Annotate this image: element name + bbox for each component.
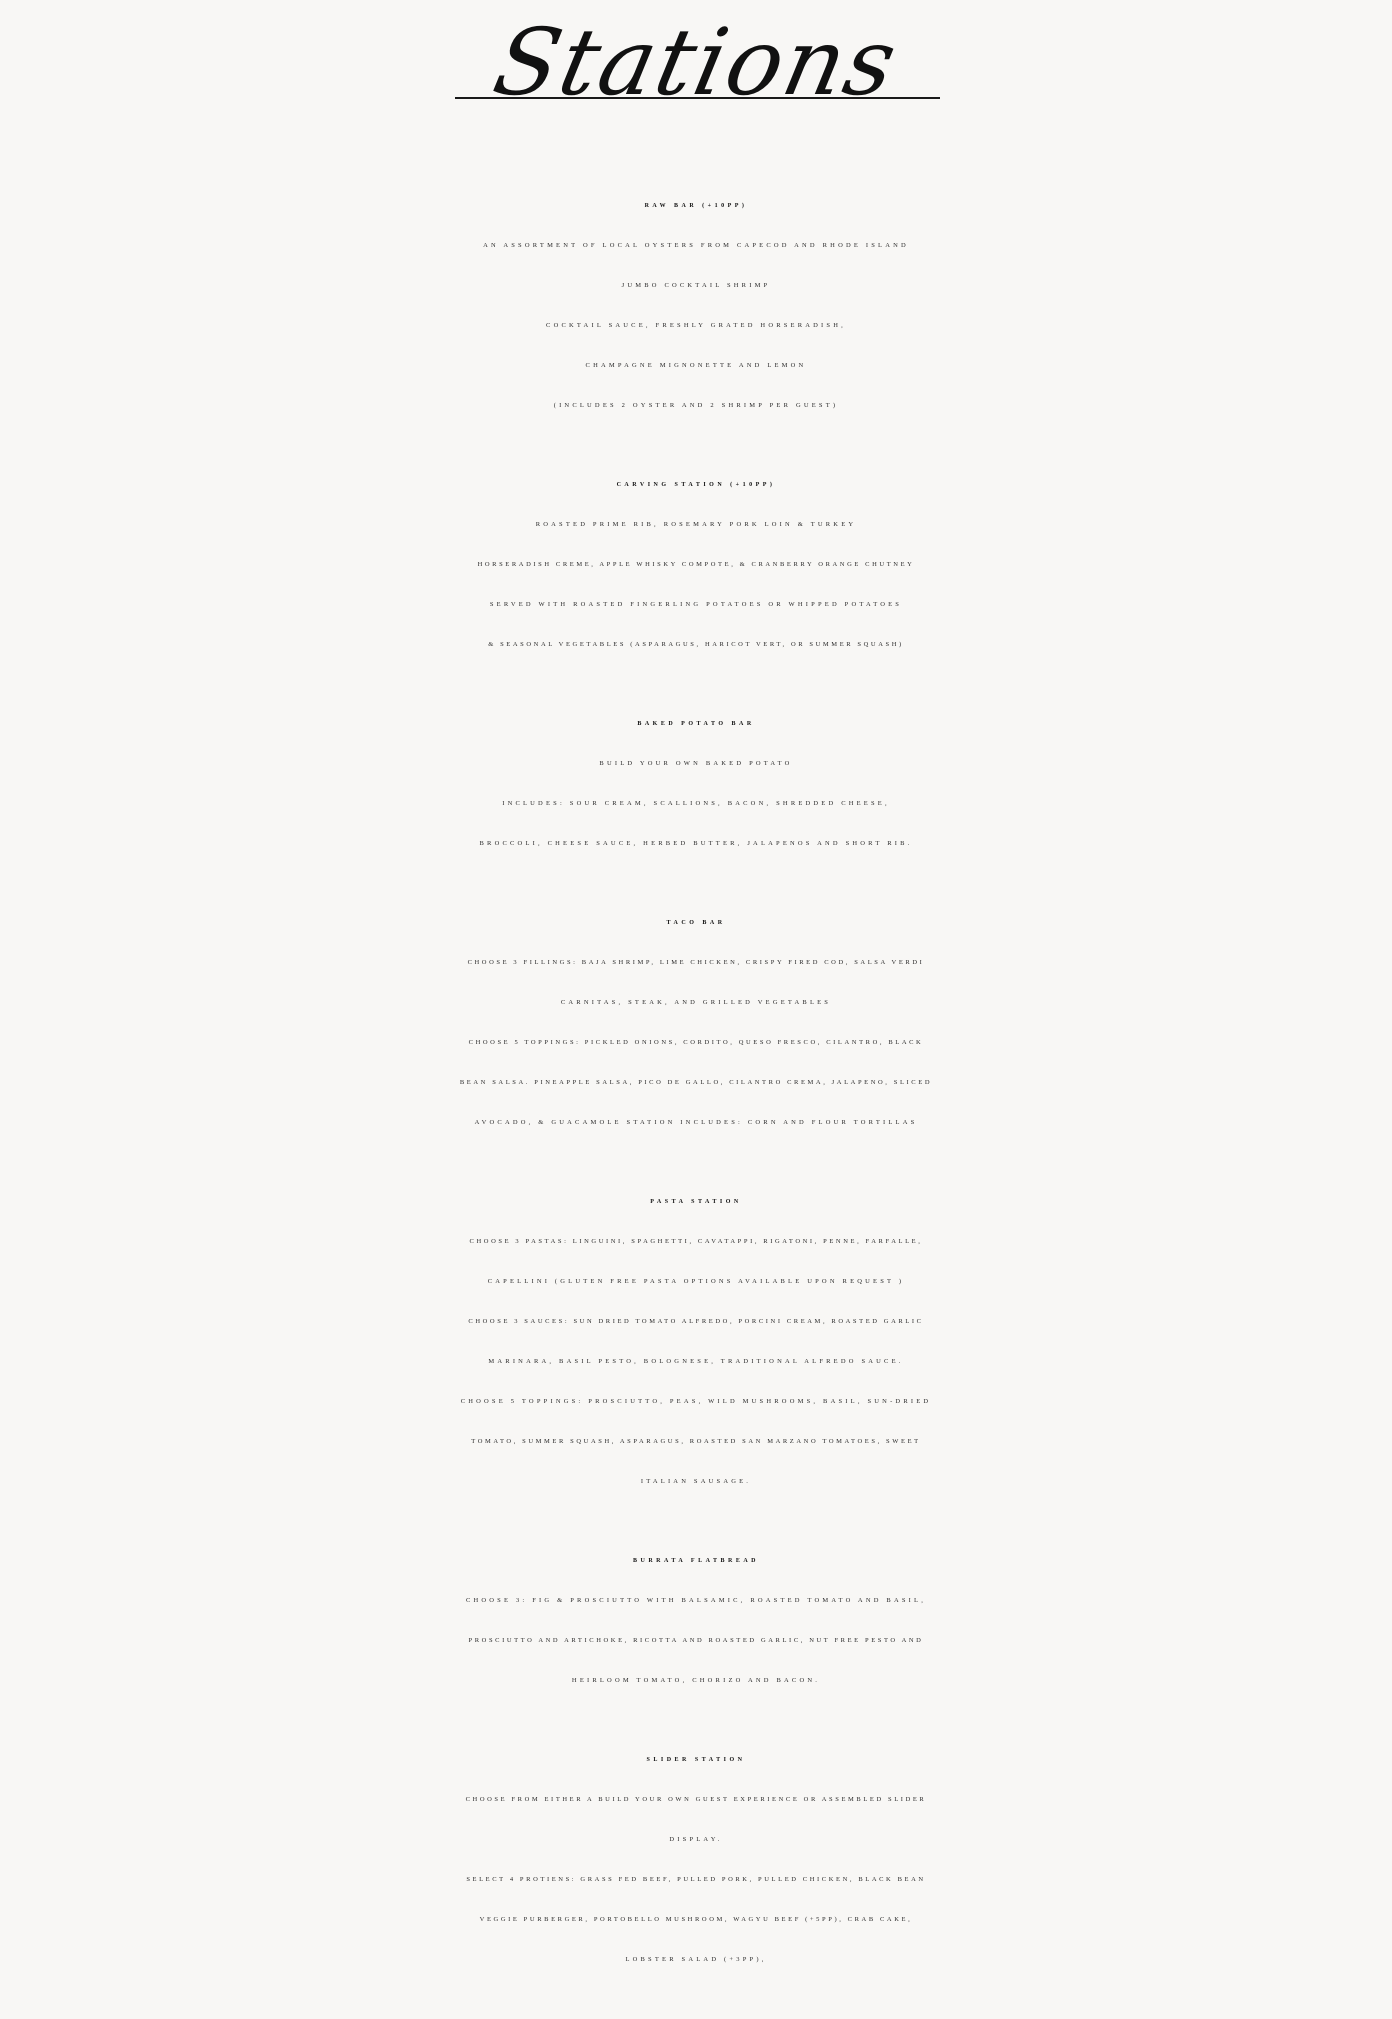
section-line: CHOOSE FROM EITHER A BUILD YOUR OWN GUEST EXPERIENCE OR ASSEMBLED SLIDER xyxy=(465,1796,927,1803)
section-line: SELECT 4 PROTIENS: GRASS FED BEEF, PULLED PORK, PULLED CHICKEN, BLACK BEAN xyxy=(466,1876,926,1883)
section-line: CHOOSE 3 PASTAS: LINGUINI, SPAGHETTI, CAVATAPPI, RIGATONI, PENNE, FARFALLE, xyxy=(469,1238,923,1245)
section-line: LOBSTER SALAD (+3PP), xyxy=(625,1956,767,1963)
section-line: COCKTAIL SAUCE, FRESHLY GRATED HORSERADISH, xyxy=(546,322,846,329)
section-taco-bar xyxy=(0,903,1392,1143)
section-line: ITALIAN SAUSAGE. xyxy=(640,1478,752,1485)
section-baked-potato-bar xyxy=(0,704,1392,864)
section-line: JUMBO COCKTAIL SHRIMP xyxy=(621,282,771,289)
section-line: PROSCIUTTO AND ARTICHOKE, RICOTTA AND ROASTED GARLIC, NUT FREE PESTO AND xyxy=(468,1637,924,1644)
section-raw-bar xyxy=(0,186,1392,426)
section-pasta-station xyxy=(0,1182,1392,1502)
section-heading: SLIDER STATION xyxy=(646,1757,746,1763)
section-line: HEIRLOOM TOMATO, CHORIZO AND BACON. xyxy=(571,1677,821,1684)
section-heading: RAW BAR (+10PP) xyxy=(644,203,748,209)
section-line: CHOOSE 3 FILLINGS: BAJA SHRIMP, LIME CHICKEN, CRISPY FIRED COD, SALSA VERDI xyxy=(467,959,925,966)
section-line: CARNITAS, STEAK, AND GRILLED VEGETABLES xyxy=(560,999,832,1006)
page-title: Stations xyxy=(485,9,908,116)
section-line: CHOOSE 3 SAUCES: SUN DRIED TOMATO ALFREDO, PORCINI CREAM, ROASTED GARLIC xyxy=(468,1318,924,1325)
section-heading: BAKED POTATO BAR xyxy=(637,721,755,727)
section-heading: TACO BAR xyxy=(666,920,726,926)
section-heading: CARVING STATION (+10PP) xyxy=(616,482,776,488)
section-line: ROASTED PRIME RIB, ROSEMARY PORK LOIN & TURKEY xyxy=(535,521,857,528)
section-line: VEGGIE PURBERGER, PORTOBELLO MUSHROOM, WAGYU BEEF (+5PP), CRAB CAKE, xyxy=(479,1916,913,1923)
section-line: BROCCOLI, CHEESE SAUCE, HERBED BUTTER, JALAPENOS AND SHORT RIB. xyxy=(479,840,913,847)
section-line: DISPLAY. xyxy=(669,1836,723,1843)
section-heading: PASTA STATION xyxy=(650,1199,742,1205)
section-line: AN ASSORTMENT OF LOCAL OYSTERS FROM CAPECOD AND RHODE ISLAND xyxy=(483,242,909,249)
section-line: & SEASONAL VEGETABLES (ASPARAGUS, HARICOT VERT, OR SUMMER SQUASH) xyxy=(488,641,904,648)
section-line: CHOOSE 5 TOPPINGS: PROSCIUTTO, PEAS, WILD MUSHROOMS, BASIL, SUN-DRIED xyxy=(460,1398,932,1405)
stations-list xyxy=(0,186,1392,2019)
section-line: CAPELLINI (GLUTEN FREE PASTA OPTIONS AVAILABLE UPON REQUEST ) xyxy=(487,1278,905,1285)
section-line: MARINARA, BASIL PESTO, BOLOGNESE, TRADITIONAL ALFREDO SAUCE. xyxy=(488,1358,904,1365)
section-slider-station xyxy=(0,1740,1392,1980)
section-line: AVOCADO, & GUACAMOLE STATION INCLUDES: CORN AND FLOUR TORTILLAS xyxy=(474,1119,918,1126)
section-line: CHOOSE 5 TOPPINGS: PICKLED ONIONS, CORDITO, QUESO FRESCO, CILANTRO, BLACK xyxy=(468,1039,924,1046)
section-heading: BURRATA FLATBREAD xyxy=(632,1558,759,1564)
section-line: HORSERADISH CREME, APPLE WHISKY COMPOTE, & CRANBERRY ORANGE CHUTNEY xyxy=(477,561,915,568)
section-burrata-flatbread xyxy=(0,1541,1392,1701)
section-line: INCLUDES: SOUR CREAM, SCALLIONS, BACON, SHREDDED CHEESE, xyxy=(502,800,890,807)
section-line: SERVED WITH ROASTED FINGERLING POTATOES OR WHIPPED POTATOES xyxy=(489,601,903,608)
section-line: CHAMPAGNE MIGNONETTE AND LEMON xyxy=(585,362,807,369)
title-block xyxy=(0,0,1392,150)
section-line: (INCLUDES 2 OYSTER AND 2 SHRIMP PER GUEST) xyxy=(553,402,839,409)
section-line: BEAN SALSA. PINEAPPLE SALSA, PICO DE GALLO, CILANTRO CREMA, JALAPENO, SLICED xyxy=(459,1079,933,1086)
section-carving-station xyxy=(0,465,1392,665)
section-line: BUILD YOUR OWN BAKED POTATO xyxy=(599,760,793,767)
section-line: CHOOSE 3: FIG & PROSCIUTTO WITH BALSAMIC, ROASTED TOMATO AND BASIL, xyxy=(465,1597,927,1604)
section-line: TOMATO, SUMMER SQUASH, ASPARAGUS, ROASTED SAN MARZANO TOMATOES, SWEET xyxy=(471,1438,921,1445)
